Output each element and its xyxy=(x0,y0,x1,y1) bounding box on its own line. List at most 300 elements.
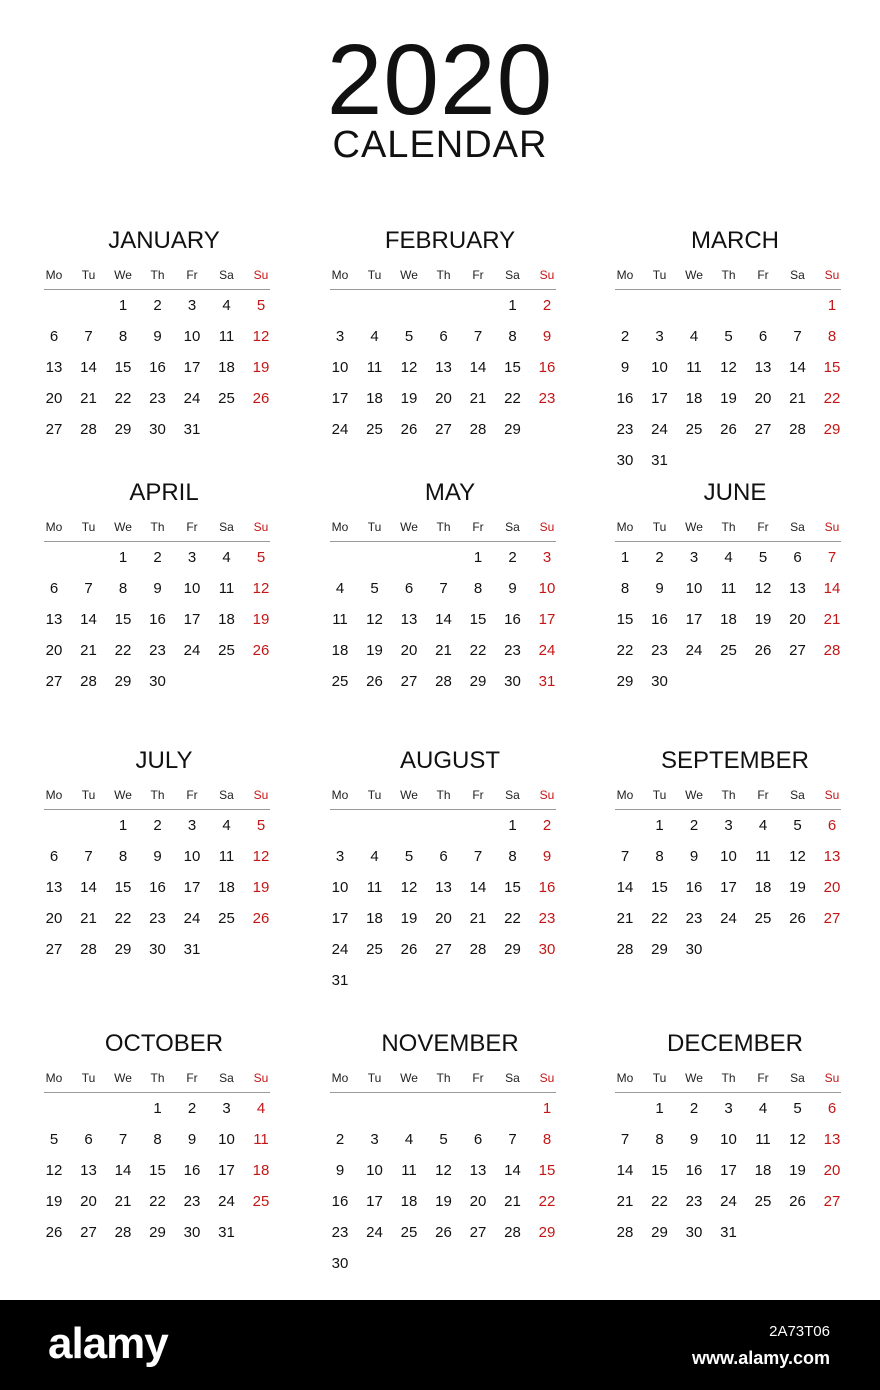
weekday-divider xyxy=(44,809,270,810)
day-cell: 11 xyxy=(218,848,235,865)
day-cell: 30 xyxy=(504,673,521,690)
day-cell: 24 xyxy=(366,1224,383,1241)
day-cell: 8 xyxy=(655,848,664,865)
day-cell: 18 xyxy=(218,359,235,376)
day-cell: 21 xyxy=(504,1193,521,1210)
calendar-year: 2020 xyxy=(326,24,554,136)
day-cell: 29 xyxy=(538,1224,556,1241)
day-cell: 10 xyxy=(183,580,201,597)
month-name: JANUARY xyxy=(108,227,220,254)
day-cell: 14 xyxy=(469,879,487,896)
day-cell: 1 xyxy=(827,297,837,314)
day-cell: 16 xyxy=(616,390,634,407)
day-cell: 23 xyxy=(504,642,521,659)
day-cell: 6 xyxy=(439,328,448,345)
weekday-header: Su xyxy=(824,268,840,282)
weekday-header: Su xyxy=(539,268,555,282)
day-cell: 23 xyxy=(538,910,556,927)
weekday-header: Mo xyxy=(616,1071,634,1085)
weekday-header: Fr xyxy=(757,268,769,282)
month-december xyxy=(615,1029,855,1309)
day-cell: 25 xyxy=(754,910,772,927)
day-cell: 3 xyxy=(724,817,733,834)
month-name: JULY xyxy=(135,747,193,774)
day-cell: 3 xyxy=(724,1100,733,1117)
day-cell: 6 xyxy=(404,580,414,597)
weekday-header: Fr xyxy=(186,520,198,534)
day-cell: 17 xyxy=(183,611,201,628)
day-cell: 30 xyxy=(685,1224,703,1241)
day-cell: 29 xyxy=(504,941,521,958)
weekday-header: Tu xyxy=(81,788,96,802)
day-cell: 28 xyxy=(80,941,97,958)
day-cell: 3 xyxy=(187,297,197,314)
day-cell: 11 xyxy=(366,359,383,376)
day-cell: 5 xyxy=(256,817,266,834)
weekday-header: Fr xyxy=(186,1071,198,1085)
day-cell: 14 xyxy=(80,611,97,628)
weekday-header: Fr xyxy=(757,788,769,802)
day-cell: 18 xyxy=(400,1193,418,1210)
month-name: SEPTEMBER xyxy=(660,747,810,774)
day-cell: 8 xyxy=(827,328,837,345)
day-cell: 20 xyxy=(45,390,63,407)
day-cell: 23 xyxy=(149,390,166,407)
day-cell: 12 xyxy=(754,580,772,597)
day-cell: 6 xyxy=(827,817,837,834)
weekday-header: Mo xyxy=(331,1071,349,1085)
day-cell: 12 xyxy=(720,359,737,376)
weekday-header: Fr xyxy=(757,1071,769,1085)
weekday-header: Su xyxy=(539,520,555,534)
day-cell: 21 xyxy=(435,642,452,659)
day-cell: 19 xyxy=(252,359,270,376)
day-cell: 6 xyxy=(49,848,59,865)
weekday-header: Th xyxy=(721,788,736,802)
day-cell: 26 xyxy=(252,642,270,659)
day-cell: 3 xyxy=(187,817,197,834)
weekday-divider xyxy=(330,809,556,810)
month-name: JUNE xyxy=(703,479,767,506)
weekday-header: Sa xyxy=(219,788,234,802)
day-cell: 11 xyxy=(755,848,771,865)
day-cell: 27 xyxy=(80,1224,97,1241)
day-cell: 24 xyxy=(651,421,668,438)
month-name: APRIL xyxy=(129,479,199,506)
day-cell: 6 xyxy=(793,549,802,566)
day-cell: 10 xyxy=(720,1131,737,1148)
day-cell: 21 xyxy=(469,910,487,927)
day-cell: 2 xyxy=(153,817,162,834)
day-cell: 9 xyxy=(689,1131,699,1148)
day-cell: 26 xyxy=(400,421,418,438)
day-cell: 31 xyxy=(183,421,201,438)
day-cell: 6 xyxy=(473,1131,483,1148)
day-cell: 3 xyxy=(187,549,197,566)
day-cell: 29 xyxy=(651,941,668,958)
day-cell: 25 xyxy=(366,941,383,958)
day-cell: 15 xyxy=(651,879,668,896)
day-cell: 4 xyxy=(335,580,345,597)
day-cell: 17 xyxy=(183,879,201,896)
weekday-divider xyxy=(44,289,270,290)
day-cell: 9 xyxy=(335,1162,345,1179)
day-cell: 30 xyxy=(538,941,556,958)
weekday-header: Sa xyxy=(790,788,805,802)
day-cell: 15 xyxy=(651,1162,668,1179)
day-cell: 2 xyxy=(655,549,664,566)
day-cell: 8 xyxy=(153,1131,162,1148)
day-cell: 21 xyxy=(80,390,97,407)
day-cell: 9 xyxy=(620,359,630,376)
day-cell: 16 xyxy=(651,611,668,628)
day-cell: 12 xyxy=(789,848,806,865)
day-cell: 8 xyxy=(542,1131,552,1148)
day-cell: 20 xyxy=(45,910,63,927)
weekday-header: Mo xyxy=(45,788,63,802)
site-url: www.alamy.com xyxy=(691,1348,830,1368)
day-cell: 24 xyxy=(331,421,349,438)
day-cell: 15 xyxy=(823,359,841,376)
day-cell: 10 xyxy=(331,359,349,376)
day-cell: 3 xyxy=(689,549,699,566)
weekday-divider xyxy=(44,1092,270,1093)
day-cell: 17 xyxy=(331,910,349,927)
weekday-header: Th xyxy=(436,1071,451,1085)
day-cell: 25 xyxy=(720,642,737,659)
day-cell: 30 xyxy=(149,941,166,958)
day-cell: 18 xyxy=(366,390,383,407)
day-cell: 28 xyxy=(504,1224,521,1241)
weekday-header: We xyxy=(400,788,418,802)
day-cell: 14 xyxy=(616,1162,634,1179)
weekday-header: Sa xyxy=(790,268,805,282)
day-cell: 26 xyxy=(252,910,270,927)
day-cell: 16 xyxy=(538,879,556,896)
day-cell: 15 xyxy=(114,359,132,376)
weekday-header: We xyxy=(400,1071,418,1085)
day-cell: 19 xyxy=(720,390,737,407)
day-cell: 5 xyxy=(793,1100,802,1117)
weekday-divider xyxy=(330,289,556,290)
weekday-header: Th xyxy=(436,268,451,282)
day-cell: 6 xyxy=(439,848,448,865)
month-name: OCTOBER xyxy=(104,1030,224,1057)
weekday-header: Tu xyxy=(367,268,382,282)
day-cell: 28 xyxy=(80,673,97,690)
day-cell: 6 xyxy=(49,580,59,597)
weekday-header: Su xyxy=(253,1071,269,1085)
day-cell: 15 xyxy=(114,879,132,896)
day-cell: 25 xyxy=(218,910,235,927)
day-cell: 18 xyxy=(685,390,703,407)
day-cell: 14 xyxy=(80,879,97,896)
day-cell: 30 xyxy=(183,1224,201,1241)
day-cell: 19 xyxy=(252,611,270,628)
day-cell: 4 xyxy=(370,848,379,865)
weekday-header: Mo xyxy=(616,268,634,282)
weekday-header: Tu xyxy=(652,1071,667,1085)
weekday-header: Sa xyxy=(505,1071,520,1085)
day-cell: 30 xyxy=(651,673,668,690)
weekday-header: Su xyxy=(253,788,269,802)
weekday-header: Th xyxy=(436,520,451,534)
weekday-header: We xyxy=(400,268,418,282)
day-cell: 11 xyxy=(218,328,235,345)
day-cell: 29 xyxy=(149,1224,166,1241)
day-cell: 29 xyxy=(823,421,841,438)
day-cell: 24 xyxy=(720,1193,737,1210)
day-cell: 10 xyxy=(366,1162,383,1179)
weekday-header: Fr xyxy=(472,268,484,282)
month-september xyxy=(615,746,855,1026)
day-cell: 7 xyxy=(620,848,630,865)
day-cell: 11 xyxy=(332,611,348,628)
day-cell: 14 xyxy=(114,1162,132,1179)
weekday-header: Tu xyxy=(652,788,667,802)
day-cell: 16 xyxy=(685,1162,703,1179)
day-cell: 26 xyxy=(400,941,418,958)
day-cell: 12 xyxy=(435,1162,452,1179)
day-cell: 10 xyxy=(685,580,703,597)
day-cell: 21 xyxy=(616,910,634,927)
month-january xyxy=(44,226,284,506)
day-cell: 11 xyxy=(218,580,235,597)
weekday-header: Sa xyxy=(505,268,520,282)
day-cell: 29 xyxy=(469,673,487,690)
month-name: NOVEMBER xyxy=(381,1030,519,1057)
weekday-header: Sa xyxy=(219,268,234,282)
day-cell: 17 xyxy=(366,1193,383,1210)
day-cell: 4 xyxy=(370,328,379,345)
day-cell: 12 xyxy=(252,580,270,597)
month-name: FEBRUARY xyxy=(384,227,516,254)
weekday-header: We xyxy=(685,268,703,282)
day-cell: 11 xyxy=(401,1162,417,1179)
day-cell: 2 xyxy=(153,549,162,566)
day-cell: 2 xyxy=(508,549,517,566)
day-cell: 13 xyxy=(823,1131,841,1148)
day-cell: 21 xyxy=(114,1193,132,1210)
day-cell: 19 xyxy=(754,611,772,628)
day-cell: 4 xyxy=(222,549,231,566)
day-cell: 5 xyxy=(758,549,768,566)
day-cell: 5 xyxy=(793,817,802,834)
weekday-header: Tu xyxy=(81,1071,96,1085)
calendar-subtitle: CALENDAR xyxy=(332,124,548,166)
day-cell: 28 xyxy=(616,941,634,958)
day-cell: 1 xyxy=(473,549,483,566)
weekday-header: Su xyxy=(824,520,840,534)
weekday-header: Sa xyxy=(790,1071,805,1085)
day-cell: 28 xyxy=(789,421,806,438)
day-cell: 2 xyxy=(620,328,630,345)
weekday-header: We xyxy=(114,788,132,802)
day-cell: 30 xyxy=(685,941,703,958)
weekday-header: Tu xyxy=(367,788,382,802)
day-cell: 11 xyxy=(720,580,737,597)
day-cell: 27 xyxy=(823,910,841,927)
weekday-header: We xyxy=(400,520,418,534)
day-cell: 7 xyxy=(84,328,93,345)
day-cell: 26 xyxy=(45,1224,63,1241)
weekday-header: We xyxy=(114,268,132,282)
day-cell: 29 xyxy=(504,421,521,438)
day-cell: 4 xyxy=(758,1100,768,1117)
day-cell: 13 xyxy=(400,611,418,628)
day-cell: 20 xyxy=(823,879,841,896)
day-cell: 27 xyxy=(789,642,806,659)
weekday-header: Tu xyxy=(652,520,667,534)
day-cell: 29 xyxy=(114,941,132,958)
day-cell: 14 xyxy=(435,611,452,628)
month-may xyxy=(330,478,570,758)
weekday-header: Th xyxy=(150,1071,165,1085)
watermark-footer xyxy=(0,1300,880,1390)
day-cell: 24 xyxy=(538,642,556,659)
day-cell: 24 xyxy=(218,1193,235,1210)
day-cell: 31 xyxy=(538,673,556,690)
day-cell: 28 xyxy=(80,421,97,438)
day-cell: 14 xyxy=(469,359,487,376)
weekday-header: Su xyxy=(539,788,555,802)
day-cell: 29 xyxy=(651,1224,668,1241)
weekday-header: Th xyxy=(436,788,451,802)
day-cell: 7 xyxy=(793,328,802,345)
day-cell: 9 xyxy=(153,848,162,865)
day-cell: 25 xyxy=(685,421,703,438)
day-cell: 30 xyxy=(149,421,166,438)
day-cell: 1 xyxy=(620,549,630,566)
weekday-divider xyxy=(44,541,270,542)
day-cell: 22 xyxy=(538,1193,556,1210)
month-name: MAY xyxy=(424,479,476,506)
day-cell: 23 xyxy=(538,390,556,407)
weekday-header: We xyxy=(685,520,703,534)
day-cell: 14 xyxy=(616,879,634,896)
day-cell: 31 xyxy=(331,972,349,989)
day-cell: 5 xyxy=(404,848,414,865)
day-cell: 30 xyxy=(149,673,166,690)
day-cell: 1 xyxy=(153,1100,162,1117)
day-cell: 24 xyxy=(183,390,201,407)
day-cell: 22 xyxy=(114,642,132,659)
day-cell: 23 xyxy=(331,1224,349,1241)
day-cell: 2 xyxy=(689,817,699,834)
day-cell: 25 xyxy=(400,1224,418,1241)
day-cell: 7 xyxy=(827,549,837,566)
weekday-header: Tu xyxy=(81,520,96,534)
month-name: AUGUST xyxy=(399,747,500,774)
day-cell: 22 xyxy=(651,910,668,927)
day-cell: 5 xyxy=(724,328,733,345)
day-cell: 8 xyxy=(655,1131,664,1148)
weekday-header: Fr xyxy=(757,520,769,534)
day-cell: 17 xyxy=(685,611,703,628)
day-cell: 20 xyxy=(80,1193,97,1210)
weekday-header: Mo xyxy=(616,788,634,802)
day-cell: 31 xyxy=(183,941,201,958)
day-cell: 23 xyxy=(685,1193,703,1210)
day-cell: 21 xyxy=(469,390,487,407)
day-cell: 7 xyxy=(473,848,483,865)
day-cell: 9 xyxy=(508,580,517,597)
day-cell: 6 xyxy=(758,328,768,345)
day-cell: 23 xyxy=(685,910,703,927)
day-cell: 25 xyxy=(331,673,349,690)
day-cell: 30 xyxy=(616,452,634,469)
day-cell: 12 xyxy=(400,879,418,896)
day-cell: 26 xyxy=(754,642,772,659)
day-cell: 18 xyxy=(720,611,737,628)
image-code: 2A73T06 xyxy=(769,1323,830,1340)
day-cell: 19 xyxy=(789,1162,806,1179)
day-cell: 1 xyxy=(655,1100,664,1117)
day-cell: 10 xyxy=(720,848,737,865)
day-cell: 9 xyxy=(153,328,162,345)
day-cell: 22 xyxy=(616,642,634,659)
day-cell: 3 xyxy=(370,1131,379,1148)
day-cell: 5 xyxy=(404,328,414,345)
day-cell: 13 xyxy=(45,879,63,896)
day-cell: 30 xyxy=(331,1255,349,1272)
day-cell: 24 xyxy=(183,642,201,659)
day-cell: 17 xyxy=(183,359,201,376)
day-cell: 28 xyxy=(823,642,841,659)
day-cell: 13 xyxy=(823,848,841,865)
day-cell: 20 xyxy=(45,642,63,659)
day-cell: 18 xyxy=(252,1162,270,1179)
day-cell: 23 xyxy=(183,1193,201,1210)
day-cell: 18 xyxy=(331,642,349,659)
weekday-header: Mo xyxy=(45,1071,63,1085)
day-cell: 8 xyxy=(118,328,128,345)
day-cell: 4 xyxy=(689,328,699,345)
weekday-header: Mo xyxy=(45,268,63,282)
day-cell: 18 xyxy=(218,879,235,896)
day-cell: 27 xyxy=(45,941,63,958)
day-cell: 20 xyxy=(435,910,452,927)
month-july xyxy=(44,746,284,1026)
day-cell: 13 xyxy=(754,359,772,376)
day-cell: 4 xyxy=(222,817,231,834)
day-cell: 13 xyxy=(45,611,63,628)
day-cell: 20 xyxy=(823,1162,841,1179)
day-cell: 19 xyxy=(435,1193,452,1210)
day-cell: 15 xyxy=(504,359,521,376)
day-cell: 5 xyxy=(49,1131,59,1148)
day-cell: 21 xyxy=(80,910,97,927)
weekday-header: Tu xyxy=(367,520,382,534)
day-cell: 12 xyxy=(252,848,270,865)
day-cell: 27 xyxy=(400,673,418,690)
day-cell: 22 xyxy=(149,1193,166,1210)
month-february xyxy=(330,226,570,506)
day-cell: 13 xyxy=(80,1162,97,1179)
day-cell: 19 xyxy=(400,390,418,407)
day-cell: 22 xyxy=(651,1193,668,1210)
day-cell: 21 xyxy=(80,642,97,659)
day-cell: 15 xyxy=(504,879,521,896)
day-cell: 19 xyxy=(252,879,270,896)
day-cell: 7 xyxy=(118,1131,128,1148)
day-cell: 17 xyxy=(331,390,349,407)
day-cell: 13 xyxy=(469,1162,487,1179)
day-cell: 1 xyxy=(118,549,128,566)
month-november xyxy=(330,1029,570,1309)
day-cell: 2 xyxy=(542,297,552,314)
weekday-header: Sa xyxy=(219,1071,234,1085)
